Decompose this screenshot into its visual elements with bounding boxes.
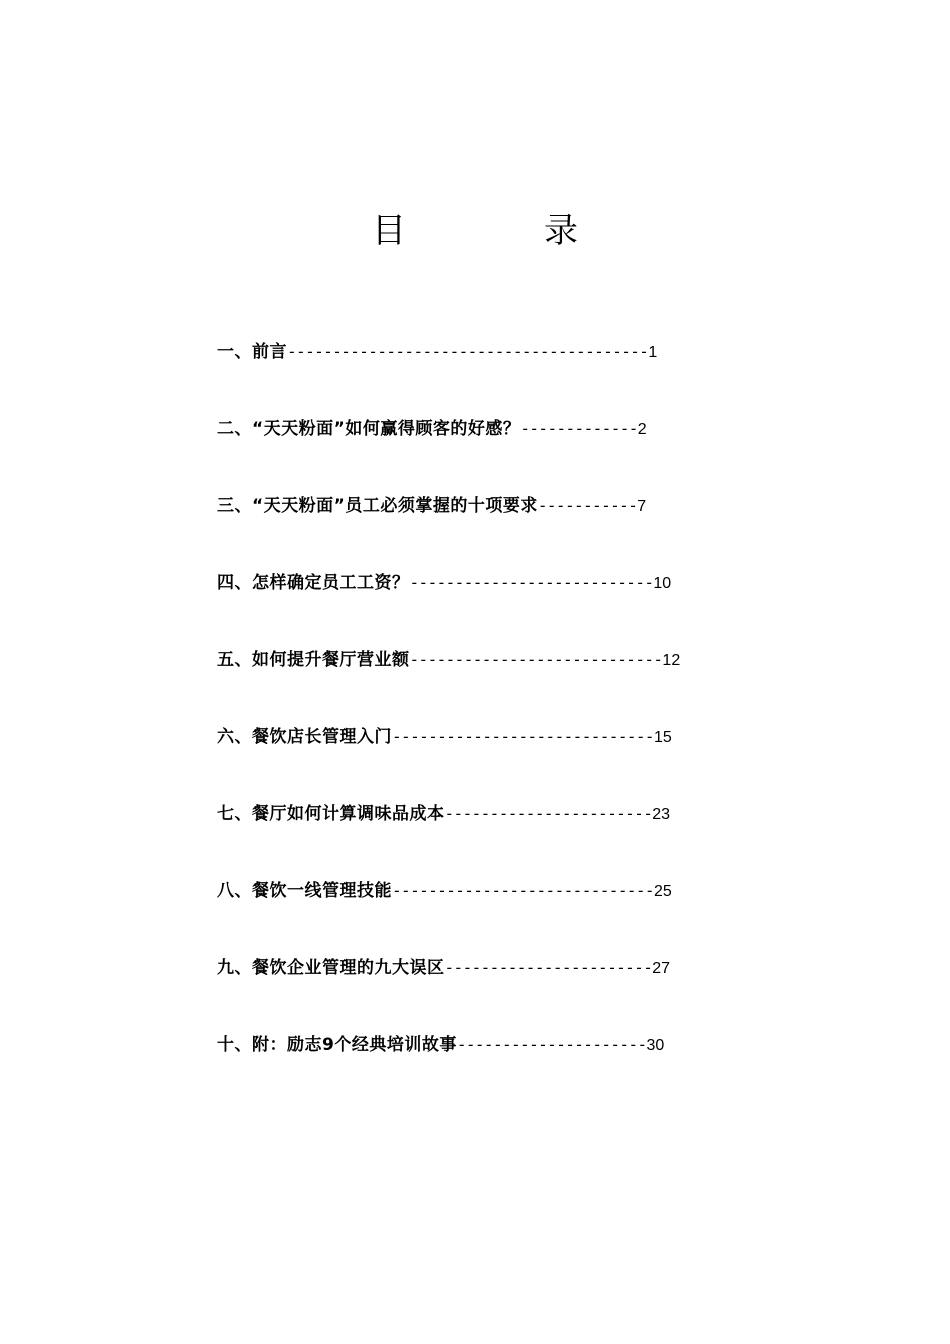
toc-leader: ----------------------- [444,804,653,823]
toc-entry-label: 十、附：励志9个经典培训故事 [217,1035,457,1055]
toc-page-number: 30 [646,1037,665,1054]
toc-entry-label: 九、餐饮企业管理的九大误区 [217,958,445,978]
toc-entry-label: 八、餐饮一线管理技能 [217,881,392,901]
toc-entry-label: 一、前言 [217,342,287,362]
toc-entry[interactable] [217,1026,717,1103]
toc-leader: ---------------------------- [409,650,663,669]
toc-leader: --------------------------- [409,573,654,592]
toc-entry[interactable] [217,718,717,795]
toc-leader: ---------------------------------------- [287,342,649,361]
toc-entry[interactable] [217,949,717,1026]
toc-entry[interactable] [217,564,717,641]
toc-page-number: 23 [652,806,671,823]
toc-leader: ----------------------------- [392,727,654,746]
toc-entry-label: 六、餐饮店长管理入门 [217,727,392,747]
toc-page-number: 25 [653,883,672,900]
toc-entry[interactable] [217,410,717,487]
toc-leader: ----------------------------- [392,881,654,900]
toc-leader: --------------------- [456,1035,647,1054]
toc-title: 目 录 [372,211,630,251]
toc-leader: ----------- [537,496,638,515]
toc-page-number: 12 [662,652,681,669]
toc-leader: ------------- [520,419,638,438]
toc-entry-label: 五、如何提升餐厅营业额 [217,650,410,670]
toc-entry[interactable] [217,487,717,564]
toc-entry[interactable] [217,872,717,949]
toc-page-number: 10 [653,575,672,592]
toc-entry[interactable] [217,795,717,872]
toc-page-number: 7 [637,498,647,515]
toc-entry[interactable] [217,641,717,718]
toc-entry-label: 四、怎样确定员工工资？ [217,573,410,593]
toc-entry[interactable] [217,333,717,410]
toc-page-number: 27 [652,960,671,977]
toc-entry-label: 三、“天天粉面”员工必须掌握的十项要求 [217,496,538,516]
toc-entry-label: 二、“天天粉面”如何赢得顾客的好感？ [217,419,521,439]
toc-list [217,333,717,1103]
toc-leader: ----------------------- [444,958,653,977]
toc-page-number: 1 [648,344,658,361]
toc-entry-label: 七、餐厅如何计算调味品成本 [217,804,445,824]
toc-page-number: 2 [637,421,647,438]
toc-page-number: 15 [653,729,672,746]
